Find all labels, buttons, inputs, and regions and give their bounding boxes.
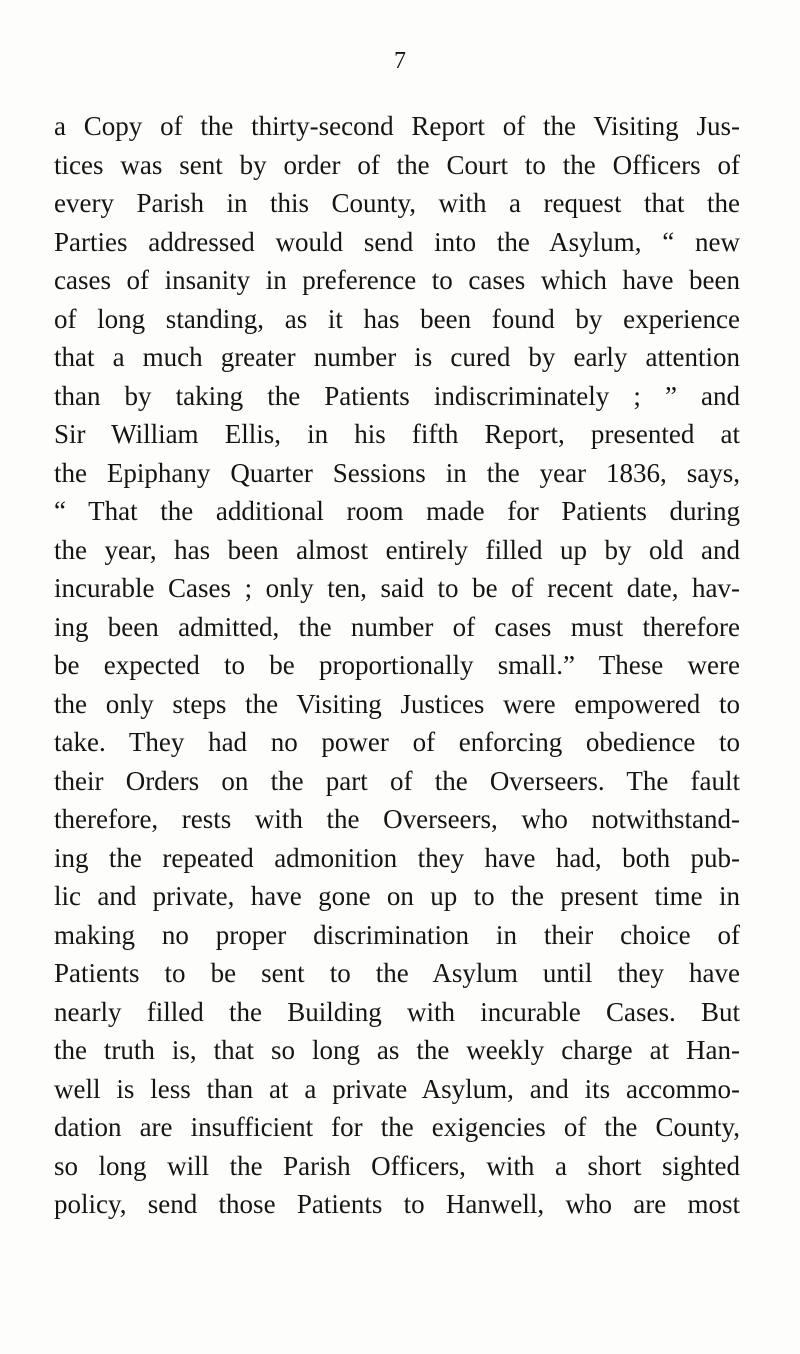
text-line: policy, send those Patients to Hanwell, who are most bbox=[54, 1189, 740, 1219]
text-line: therefore, rests with the Overseers, who notwithstand- bbox=[54, 804, 740, 834]
text-line: of long standing, as it has been found by experience bbox=[54, 303, 740, 334]
text-line: than by taking the Patients indiscriminately ; ” and bbox=[54, 380, 740, 411]
text-line: well is less than at a private Asylum, and its accommo- bbox=[54, 1073, 740, 1104]
text-line: be expected to be proportionally small.” These were bbox=[54, 650, 740, 680]
text-line: the year, has been almost entirely filled up by old and bbox=[54, 534, 740, 565]
text-line: that a much greater number is cured by early attention bbox=[54, 342, 740, 372]
text-line: Patients to be sent to the Asylum until they have bbox=[54, 958, 740, 988]
text-line: cases of insanity in preference to cases which have been bbox=[54, 265, 740, 295]
page-number: 7 bbox=[394, 48, 406, 74]
text-line: tices was sent by order of the Court to the Officers of bbox=[54, 149, 740, 180]
text-line: a Copy of the thirty-second Report of the Visiting Jus- bbox=[54, 111, 740, 141]
text-line: ing been admitted, the number of cases must therefore bbox=[54, 611, 740, 642]
text-line: ing the repeated admonition they have had, both pub- bbox=[54, 842, 740, 873]
text-line: nearly filled the Building with incurable Cases. But bbox=[54, 996, 740, 1027]
body-text bbox=[54, 107, 740, 1224]
text-line: every Parish in this County, with a request that the bbox=[54, 188, 740, 218]
text-line: the Epiphany Quarter Sessions in the year 1836, says, bbox=[54, 457, 740, 488]
text-line: the only steps the Visiting Justices were empowered to bbox=[54, 688, 740, 719]
text-line: incurable Cases ; only ten, said to be of recent date, hav- bbox=[54, 573, 740, 603]
text-line: so long will the Parish Officers, with a short sighted bbox=[54, 1150, 740, 1181]
text-line: dation are insufficient for the exigencies of the County, bbox=[54, 1112, 740, 1142]
text-line: lic and private, have gone on up to the present time in bbox=[54, 881, 740, 911]
text-line: Parties addressed would send into the Asylum, “ new bbox=[54, 226, 740, 257]
text-line: their Orders on the part of the Overseers. The fault bbox=[54, 765, 740, 796]
text-line: “ That the additional room made for Patients during bbox=[54, 496, 740, 526]
text-line: Sir William Ellis, in his fifth Report, presented at bbox=[54, 419, 740, 449]
text-line: the truth is, that so long as the weekly charge at Han- bbox=[54, 1035, 740, 1065]
text-line: take. They had no power of enforcing obedience to bbox=[54, 727, 740, 757]
text-line: making no proper discrimination in their choice of bbox=[54, 919, 740, 950]
